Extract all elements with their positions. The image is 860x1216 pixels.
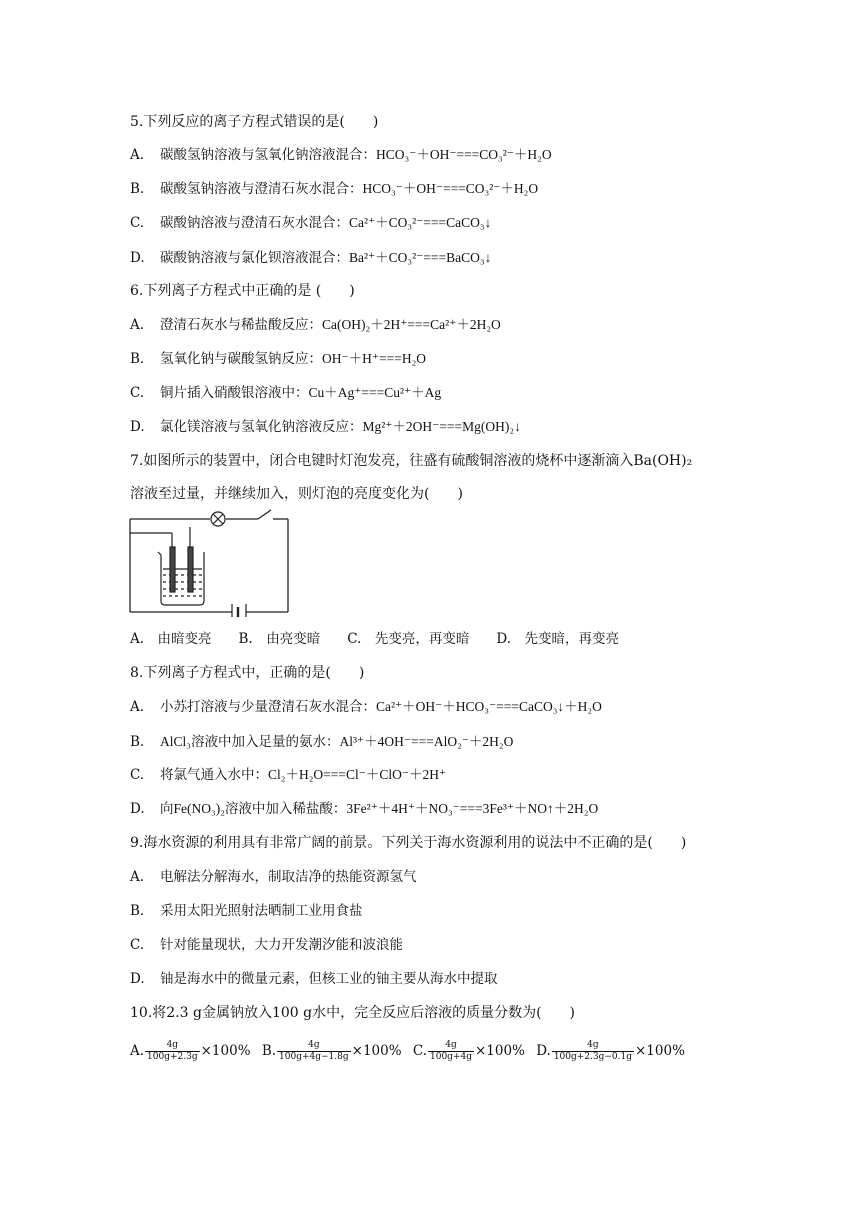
question-10-option-d: D. $\frac{4g}{100g+2.3g-0.1g}$ ×100% (536, 1040, 685, 1062)
question-9-option-d: D. 铀是海水中的微量元素，但核工业的铀主要从海水中提取 (130, 971, 498, 987)
question-9-option-a: A. 电解法分解海水，制取洁净的热能资源氢气 (130, 869, 417, 885)
question-5-option-d: D. 碳酸钠溶液与氯化钡溶液混合：Ba²⁺＋CO₃²⁻===BaCO₃↓ (130, 250, 492, 266)
question-10-option-a: A. $\frac{4g}{100g+2.3g}$ ×100% (130, 1040, 251, 1062)
question-10-option-c: C. $\frac{4g}{100g+4g}$ ×100% (412, 1040, 525, 1062)
switch-icon (258, 510, 271, 519)
question-7-options: A. 由暗变亮 B. 由亮变暗 C. 先变亮，再变暗 D. 先变暗，再变亮 (130, 631, 620, 647)
question-6-option-a: A. 澄清石灰水与稀盐酸反应：Ca(OH)₂＋2H⁺===Ca²⁺＋2H₂O (130, 317, 501, 333)
question-8-option-c: C. 将氯气通入水中：Cl₂＋H₂O===Cl⁻＋ClO⁻＋2H⁺ (130, 767, 447, 783)
circuit-diagram (128, 507, 293, 617)
question-9-stem: 9.海水资源的利用具有非常广阔的前景。下列关于海水资源利用的说法中不正确的是( ) (130, 835, 687, 851)
question-7-stem: 7.如图所示的装置中，闭合电键时灯泡发亮，往盛有硫酸铜溶液的烧杯中逐渐滴入Ba(OH)₂ (130, 453, 693, 469)
question-10-option-b: B. $\frac{4g}{100g+4g-1.8g}$ ×100% (261, 1040, 402, 1062)
question-8-option-d: D. 向Fe(NO₃)₂溶液中加入稀盐酸：3Fe²⁺＋4H⁺＋NO₃⁻===3Fe³⁺＋NO↑＋2H₂O (130, 801, 599, 817)
question-8-stem: 8.下列离子方程式中，正确的是( ) (130, 665, 365, 681)
beaker-icon (158, 552, 204, 605)
lamp-icon (211, 512, 225, 526)
question-6-option-d: D. 氯化镁溶液与氢氧化钠溶液反应：Mg²⁺＋2OH⁻===Mg(OH)₂↓ (130, 419, 521, 435)
question-7-stem-continued: 溶液至过量，并继续加入，则灯泡的亮度变化为( ) (130, 486, 463, 502)
battery-icon (232, 604, 246, 617)
question-9-option-c: C. 针对能量现状，大力开发潮汐能和波浪能 (130, 937, 403, 953)
question-10-options (130, 1040, 692, 1063)
question-6-option-b: B. 氢氧化钠与碳酸氢钠反应：OH⁻＋H⁺===H₂O (130, 351, 427, 367)
question-6-stem: 6.下列离子方程式中正确的是 ( ) (130, 283, 355, 299)
question-10-stem: 10.将2.3 g金属钠放入100 g水中，完全反应后溶液的质量分数为( ) (130, 1005, 575, 1021)
question-5-option-c: C. 碳酸钠溶液与澄清石灰水混合：Ca²⁺＋CO₃²⁻===CaCO₃↓ (130, 215, 492, 231)
question-5-option-a: A. 碳酸氢钠溶液与氢氧化钠溶液混合：HCO₃⁻＋OH⁻===CO₃²⁻＋H₂O (130, 147, 552, 163)
question-5-option-b: B. 碳酸氢钠溶液与澄清石灰水混合：HCO₃⁻＋OH⁻===CO₃²⁻＋H₂O (130, 181, 539, 197)
question-6-option-c: C. 铜片插入硝酸银溶液中：Cu＋Ag⁺===Cu²⁺＋Ag (130, 385, 442, 401)
question-5-stem: 5.下列反应的离子方程式错误的是( ) (130, 114, 379, 130)
question-8-option-a: A. 小苏打溶液与少量澄清石灰水混合：Ca²⁺＋OH⁻＋HCO₃⁻===CaCO₃↓＋H₂O (130, 699, 602, 715)
question-9-option-b: B. 采用太阳光照射法晒制工业用食盐 (130, 903, 363, 919)
question-8-option-b: B. AlCl₃溶液中加入足量的氨水：Al³⁺＋4OH⁻===AlO₂⁻＋2H₂O (130, 734, 514, 750)
